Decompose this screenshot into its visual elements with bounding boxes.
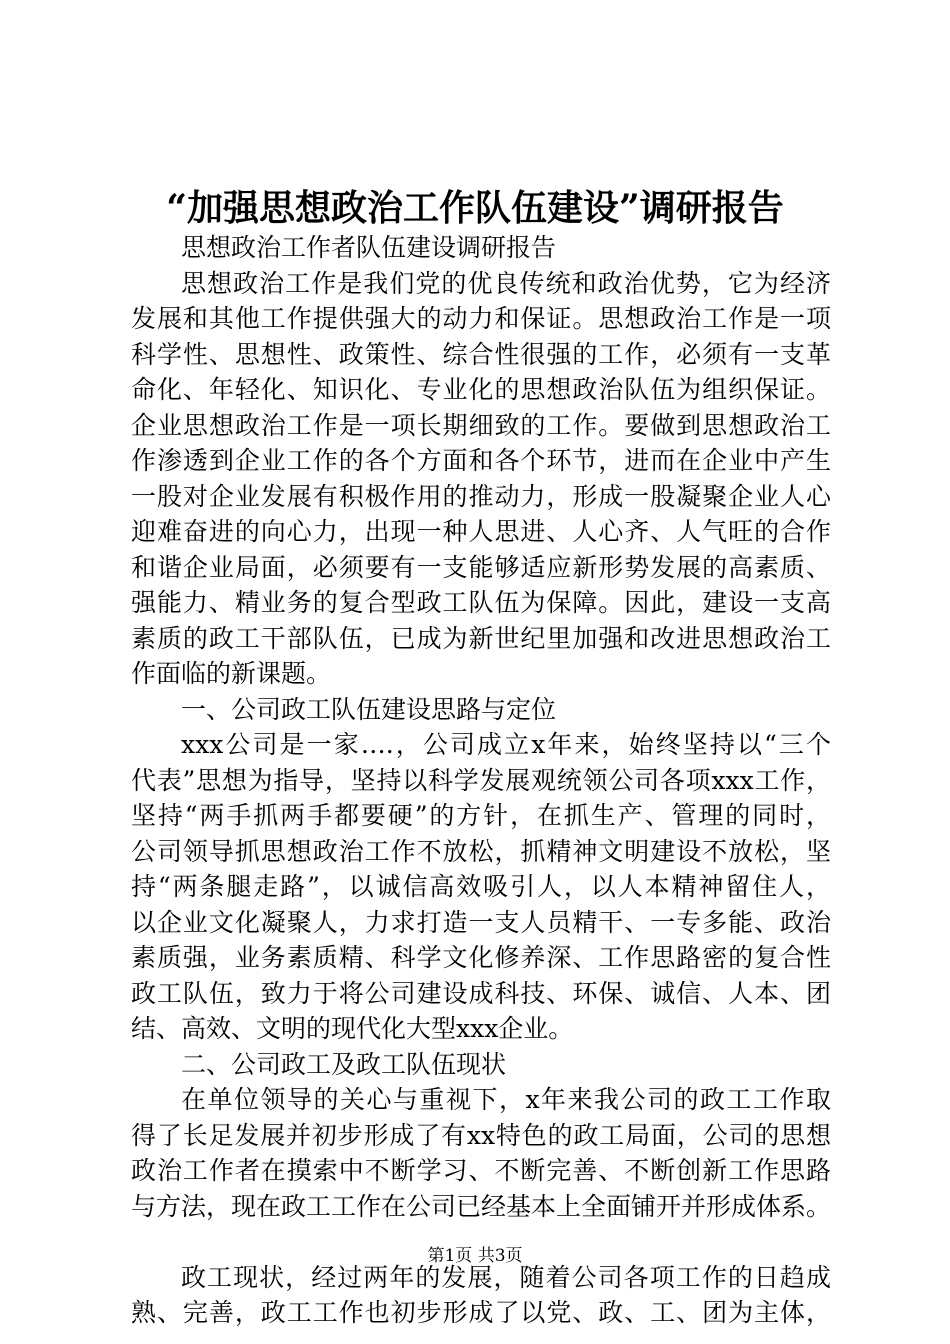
body-line: 和谐企业局面，必须要有一支能够适应新形势发展的高素质、 [131,552,831,582]
body-line: 素质的政工干部队伍，已成为新世纪里加强和改进思想政治工 [131,623,831,653]
body-line: 作渗透到企业工作的各个方面和各个环节，进而在企业中产生 [131,446,831,475]
body-line: 与方法，现在政工工作在公司已经基本上全面铺开并形成体系。 [131,1191,832,1221]
body-line: 熟、完善，政工工作也初步形成了以党、政、工、团为主体， [131,1298,831,1327]
body-line: xxx公司是一家….，公司成立x年来，始终坚持以“三个 [181,730,831,759]
body-line: 强能力、精业务的复合型政工队伍为保障。因此，建设一支高 [131,588,831,617]
body-line: 代表”思想为指导，坚持以科学发展观统领公司各项xxx工作， [131,765,831,795]
body-line: 政工现状，经过两年的发展，随着公司各项工作的日趋成 [181,1262,831,1292]
body-line: 坚持“两手抓两手都要硬”的方针，在抓生产、管理的同时， [131,801,831,830]
body-line: 持“两条腿走路”，以诚信高效吸引人，以人本精神留住人， [131,872,831,901]
body-line: 政治工作者在摸索中不断学习、不断完善、不断创新工作思路 [131,1156,831,1185]
body-line: 在单位领导的关心与重视下，x年来我公司的政工工作取 [181,1085,831,1114]
body-line: 素质强，业务素质精、科学文化修养深、工作思路密的复合性 [131,943,831,972]
body-line: 思想政治工作是我们党的优良传统和政治优势，它为经济 [181,268,831,298]
body-line: 迎难奋进的向心力，出现一种人思进、人心齐、人气旺的合作 [131,517,831,546]
body-line: 命化、年轻化、知识化、专业化的思想政治队伍为组织保证。 [131,375,831,404]
body-line: 科学性、思想性、政策性、综合性很强的工作，必须有一支革 [131,339,831,369]
body-line: 结、高效、文明的现代化大型xxx企业。 [131,1014,574,1043]
body-line: 政工队伍，致力于将公司建设成科技、环保、诚信、人本、团 [131,978,831,1008]
body-line: 二、公司政工及政工队伍现状 [181,1049,507,1079]
body-line: 企业思想政治工作是一项长期细致的工作。要做到思想政治工 [131,410,831,440]
document-body [131,230,831,1331]
page-footer: 第1页 共3页 [427,1246,523,1266]
body-line: 一股对企业发展有积极作用的推动力，形成一股凝聚企业人心 [131,481,831,511]
body-line: 思想政治工作者队伍建设调研报告 [181,233,557,262]
document-title: “加强思想政治工作队伍建设”调研报告 [166,187,784,229]
body-line: 一、公司政工队伍建设思路与定位 [181,694,557,724]
body-line: 以企业文化凝聚人，力求打造一支人员精干、一专多能、政治 [131,907,831,937]
body-line: 得了长足发展并初步形成了有xx特色的政工局面，公司的思想 [131,1120,831,1150]
body-line: 公司领导抓思想政治工作不放松，抓精神文明建设不放松，坚 [131,836,831,866]
body-line: 发展和其他工作提供强大的动力和保证。思想政治工作是一项 [131,304,831,333]
body-line: 作面临的新课题。 [131,659,332,688]
